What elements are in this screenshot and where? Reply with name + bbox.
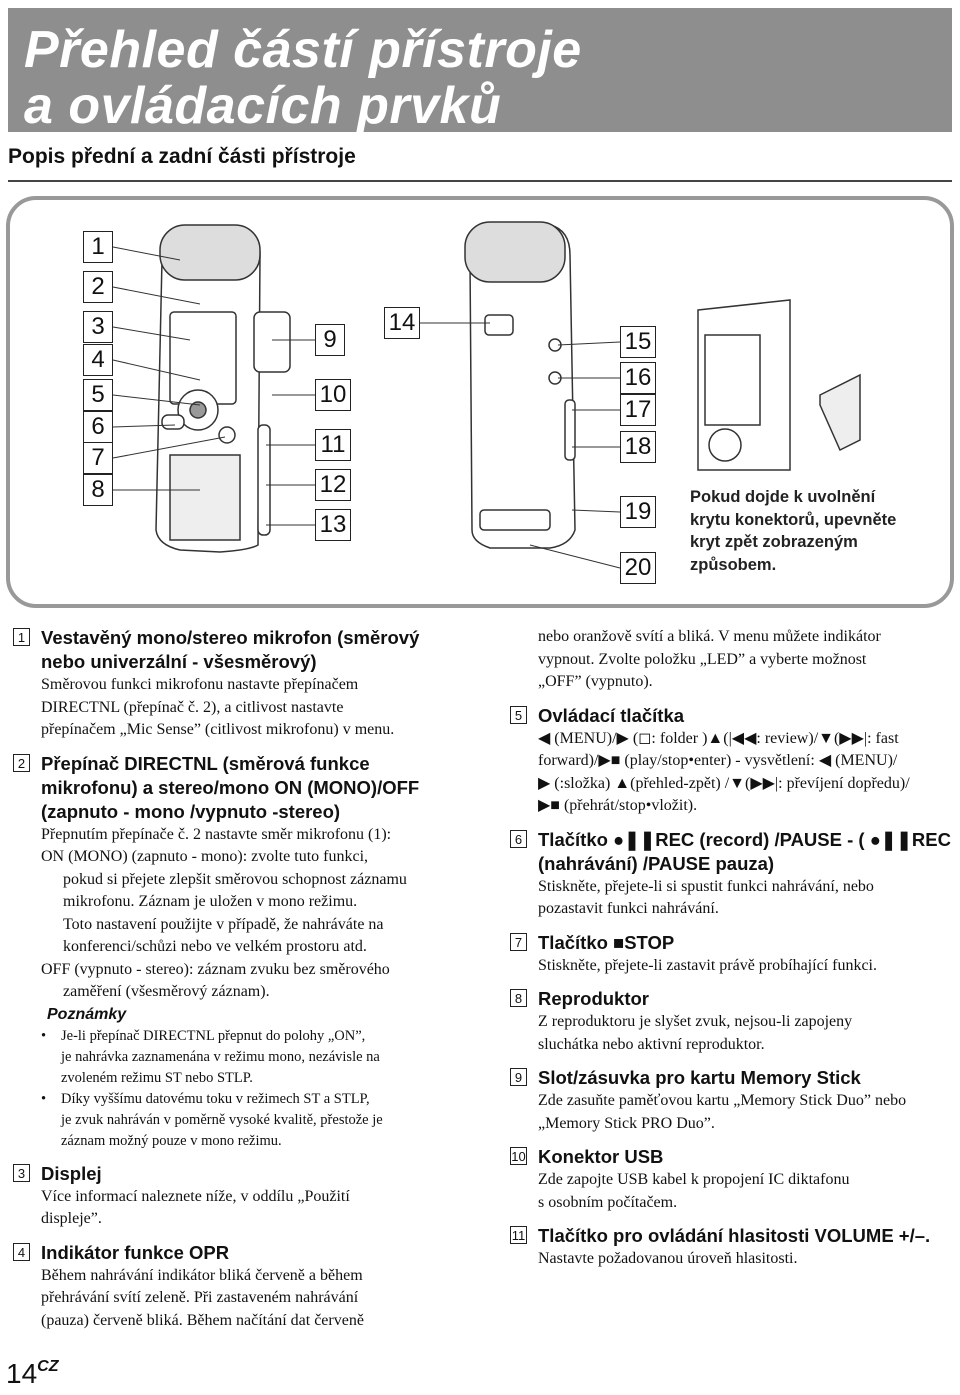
note-text: záznam možný pouze v mono režimu. xyxy=(61,1132,282,1149)
note-text: je zvuk nahráván v poměrně vysoké kvalitě, přestože je xyxy=(61,1111,383,1128)
item-text: Z reproduktoru je slyšet zvuk, nejsou-li zapojeny xyxy=(538,1013,853,1030)
item-text: forward)/▶■ (play/stop•enter) - vysvětlení: ◀ (MENU)/ xyxy=(538,752,898,769)
item-text: Toto nastavení použijte v případě, že nahráváte na xyxy=(63,915,384,933)
item-marker: 8 xyxy=(510,989,527,1007)
item-7 xyxy=(514,931,958,978)
callout-3: 3 xyxy=(83,311,113,343)
item-text: přehrávání svítí zeleně. Při zastaveném nahrávání xyxy=(41,1289,359,1306)
section-rule xyxy=(8,180,952,182)
title-line-2: a ovládacích prvků xyxy=(24,77,502,135)
title-banner xyxy=(8,8,952,135)
note-bullet xyxy=(41,1026,481,1089)
item-text: ◀ (MENU)/▶ (◻: folder )▲(|◀◀: review)/▼(▶▶|: fast xyxy=(538,729,899,747)
item-title: Reproduktor xyxy=(538,988,649,1009)
item-marker: 7 xyxy=(510,933,527,951)
figure-note xyxy=(690,486,896,576)
item-text: Stiskněte, přejete-li si spustit funkci nahrávání, nebo xyxy=(538,877,874,895)
note-line: způsobem. xyxy=(690,555,777,574)
item-text: Zde zapojte USB kabel k propojení IC diktafonu xyxy=(538,1171,850,1188)
callout-8: 8 xyxy=(83,474,113,506)
note-bullet xyxy=(41,1089,481,1152)
item-marker: 2 xyxy=(13,754,30,772)
callout-4: 4 xyxy=(83,344,113,376)
item-marker: 5 xyxy=(510,706,527,724)
item-title: Slot/zásuvka pro kartu Memory Stick xyxy=(538,1067,861,1088)
item-text: „Memory Stick PRO Duo”. xyxy=(538,1114,715,1132)
page-number-value: 14 xyxy=(6,1358,38,1389)
page-number xyxy=(6,1358,58,1390)
item-title: Indikátor funkce OPR xyxy=(41,1241,230,1263)
callout-12: 12 xyxy=(315,469,351,501)
item-marker: 1 xyxy=(13,628,30,646)
item-1 xyxy=(17,626,481,742)
item-title: Přepínač DIRECTNL (směrová funkce xyxy=(41,752,370,774)
callout-19: 19 xyxy=(620,496,656,528)
item-text: pozastavit funkci nahrávání. xyxy=(538,900,719,917)
left-column xyxy=(17,626,481,1332)
notes-heading: Poznámky xyxy=(47,1005,127,1023)
item-9 xyxy=(514,1066,958,1135)
item-title: Tlačítko ●❚❚REC (record) /PAUSE - ( ●❚❚REC xyxy=(538,828,951,850)
item-text: mikrofonu. Záznam je uložen v mono režimu. xyxy=(63,893,358,910)
item-text: Zde zasuňte paměťovou kartu „Memory Stick Duo” nebo xyxy=(538,1092,907,1109)
item-title: (zapnuto - mono /vypnuto -stereo) xyxy=(41,800,341,822)
callout-7: 7 xyxy=(83,442,113,474)
item-3 xyxy=(17,1162,481,1231)
callout-17: 17 xyxy=(620,394,656,426)
item-text: pokud si přejete zlepšit směrovou schopnost záznamu xyxy=(63,870,407,888)
note-text: je nahrávka zaznamenána v režimu mono, nezávisle na xyxy=(61,1048,380,1065)
item-marker: 6 xyxy=(510,830,527,848)
item-5 xyxy=(514,704,958,818)
item-4 xyxy=(17,1241,481,1333)
item-11 xyxy=(511,1224,958,1271)
right-column xyxy=(511,626,958,1271)
callout-1: 1 xyxy=(83,231,113,263)
item-title: mikrofonu) a stereo/mono ON (MONO)/OFF xyxy=(41,776,420,798)
item-text: zaměření (všesměrový záznam). xyxy=(63,983,270,1000)
item-4-continued xyxy=(538,626,958,694)
item-text: Více informací naleznete níže, v oddílu „Použití xyxy=(41,1187,350,1205)
page-language: CZ xyxy=(37,1358,59,1375)
note-text: • Díky vyššímu datovému toku v režimech ST a STLP, xyxy=(61,1090,370,1107)
item-8 xyxy=(514,987,958,1056)
item-marker: 9 xyxy=(510,1068,527,1086)
item-text: přepínačem „Mic Sense” (citlivost mikrofonu) v menu. xyxy=(41,721,395,738)
item-marker: 10 xyxy=(511,1149,526,1164)
item-title: Tlačítko ■STOP xyxy=(538,931,675,953)
item-text: Nastavte požadovanou úroveň hlasitosti. xyxy=(538,1250,798,1267)
item-text: „OFF” (vypnuto). xyxy=(538,673,653,690)
item-text: Stiskněte, přejete-li zastavit právě probíhající funkci. xyxy=(538,956,877,974)
item-text: sluchátka nebo aktivní reproduktor. xyxy=(538,1035,765,1053)
item-marker: 3 xyxy=(13,1164,30,1182)
note-line: kryt zpět zobrazeným xyxy=(690,533,858,551)
item-title: Konektor USB xyxy=(538,1146,664,1167)
item-text: ▶ (:složka) ▲(přehled-zpět) /▼(▶▶|: převíjení dopředu)/ xyxy=(538,774,910,792)
note-line: krytu konektorů, upevněte xyxy=(690,510,897,529)
item-text: Směrovou funkci mikrofonu nastavte přepínačem xyxy=(41,676,359,693)
item-text: konferenci/schůzi nebo ve velkém prostoru atd. xyxy=(63,938,367,955)
item-text: displeje”. xyxy=(41,1210,102,1227)
item-title: Tlačítko pro ovládání hlasitosti VOLUME +/–. xyxy=(538,1225,931,1246)
item-10 xyxy=(511,1145,958,1214)
item-text: s osobním počítačem. xyxy=(538,1193,678,1211)
callout-9: 9 xyxy=(315,324,345,356)
callout-14: 14 xyxy=(384,307,420,339)
callout-2: 2 xyxy=(83,271,113,303)
callout-16: 16 xyxy=(620,362,656,394)
item-2 xyxy=(17,752,481,1152)
item-text: ▶■ (přehrát/stop•vložit). xyxy=(538,797,698,814)
callout-20: 20 xyxy=(620,552,656,584)
item-text: OFF (vypnuto - stereo): záznam zvuku bez směrového xyxy=(41,960,390,978)
item-text: Přepnutím přepínače č. 2 nastavte směr mikrofonu (1): xyxy=(41,825,392,843)
title-line-1: Přehled částí přístroje xyxy=(24,21,582,79)
item-text: (pauza) červeně bliká. Během načítání dat červeně xyxy=(41,1311,364,1329)
item-text: Během nahrávání indikátor bliká červeně a během xyxy=(41,1266,363,1284)
item-text: nebo oranžově svítí a bliká. V menu můžete indikátor xyxy=(538,628,881,645)
note-text: • Je-li přepínač DIRECTNL přepnut do polohy „ON”, xyxy=(61,1027,366,1044)
callout-10: 10 xyxy=(315,379,351,411)
item-title: (nahrávání) /PAUSE pauza) xyxy=(538,852,775,874)
item-marker: 4 xyxy=(13,1243,30,1261)
item-6 xyxy=(514,828,958,921)
callout-11: 11 xyxy=(315,429,351,461)
callout-13: 13 xyxy=(315,509,351,541)
item-text: vypnout. Zvolte položku „LED” a vyberte možnost xyxy=(538,650,867,668)
item-title: Displej xyxy=(41,1162,102,1184)
note-line: Pokud dojde k uvolnění xyxy=(690,488,876,506)
callout-5: 5 xyxy=(83,379,113,411)
section-heading: Popis přední a zadní části přístroje xyxy=(8,145,356,168)
callout-6: 6 xyxy=(83,411,113,443)
item-title: nebo univerzální - všesměrový) xyxy=(41,651,317,672)
item-text: ON (MONO) (zapnuto - mono): zvolte tuto funkci, xyxy=(41,848,369,865)
callout-15: 15 xyxy=(620,326,656,358)
item-title: Ovládací tlačítka xyxy=(538,704,685,726)
note-text: zvoleném režimu ST nebo STLP. xyxy=(61,1069,253,1086)
item-title: Vestavěný mono/stereo mikrofon (směrový xyxy=(41,627,420,648)
item-text: DIRECTNL (přepínač č. 2), a citlivost nastavte xyxy=(41,698,344,716)
callout-18: 18 xyxy=(620,431,656,463)
item-marker: 11 xyxy=(511,1228,526,1243)
